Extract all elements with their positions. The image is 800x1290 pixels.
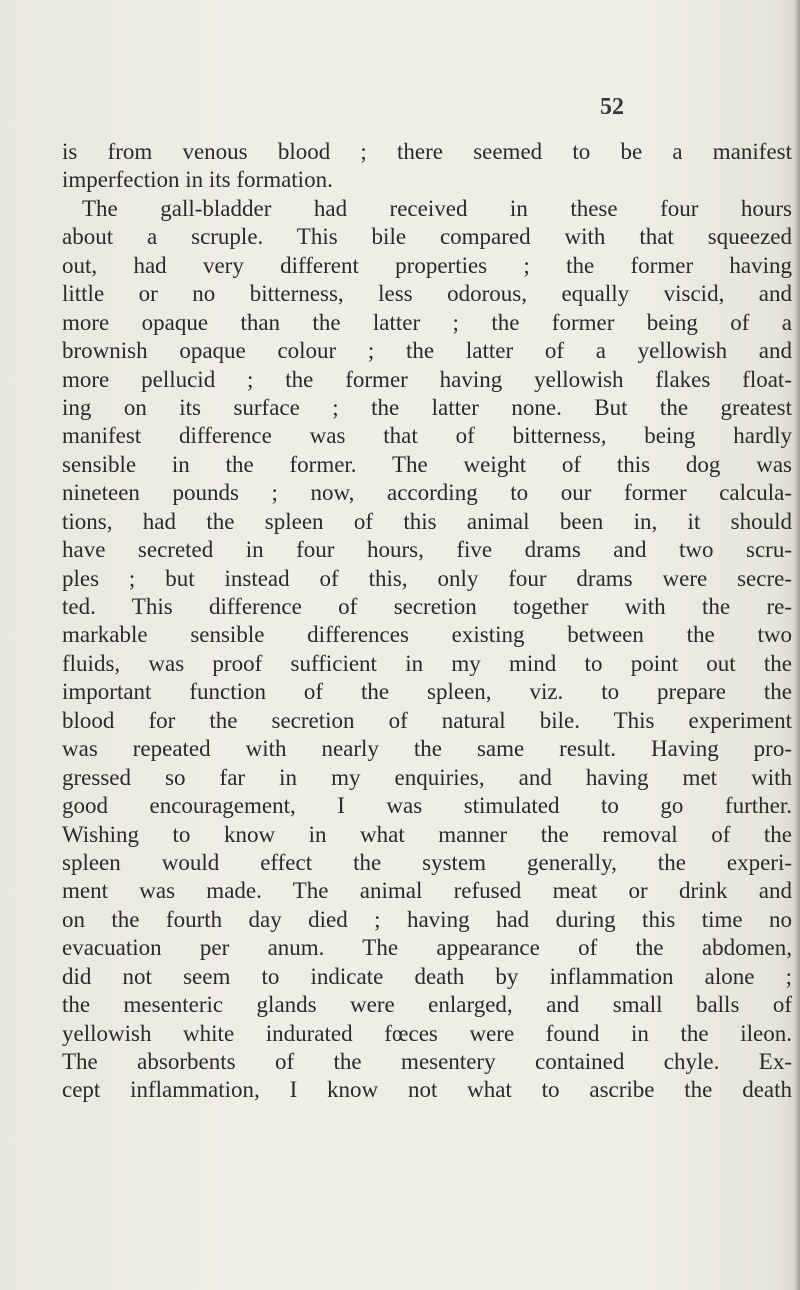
text-line: little or no bitterness, less odorous, equally viscid, and [62,281,792,307]
text-line: is from venous blood ; there seemed to be a manifest [62,139,792,164]
page-number: 52 [600,94,624,120]
text-line: evacuation per anum. The appearance of the abdomen, [62,935,792,961]
text-line: more pellucid ; the former having yellowish flakes float- [62,366,792,392]
text-line: manifest difference was that of bitterness, being hardly [62,423,792,449]
text-line: important function of the spleen, viz. to prepare the [62,679,792,705]
text-line: imperfection in its formation. [62,167,333,193]
text-line: yellowish white indurated fœces were found in the ileon. [62,1020,792,1046]
body-text [62,138,792,1105]
text-line: Wishing to know in what manner the removal of the [62,821,792,847]
text-line: gressed so far in my enquiries, and having met with [62,764,792,790]
text-line: out, had very different properties ; the former having [62,252,792,278]
text-line: on the fourth day died ; having had during this time no [62,906,792,932]
text-line: fluids, was proof sufficient in my mind to point out the [62,650,792,676]
text-line: brownish opaque colour ; the latter of a yellowish and [62,338,792,364]
text-line: was repeated with nearly the same result. Having pro- [62,736,792,762]
text-line: The gall-bladder had received in these four hours [82,195,792,221]
text-line: ted. This difference of secretion together with the re- [62,594,792,619]
text-line: the mesenteric glands were enlarged, and small balls of [62,992,792,1018]
text-line: spleen would effect the system generally, the experi- [62,849,792,875]
text-line: nineteen pounds ; now, according to our former calcula- [62,480,792,506]
page-edge-shadow [794,0,800,1290]
text-line: ment was made. The animal refused meat or drink and [62,878,792,904]
text-line: markable sensible differences existing between the two [62,622,792,648]
text-line: more opaque than the latter ; the former being of a [62,309,792,335]
text-line: ples ; but instead of this, only four drams were secre- [62,565,792,591]
text-line: cept inflammation, I know not what to ascribe the death [62,1077,792,1103]
text-line: blood for the secretion of natural bile. This experiment [62,707,792,733]
text-line: did not seem to indicate death by inflammation alone ; [62,963,792,989]
text-line: about a scruple. This bile compared with that squeezed [62,224,792,250]
text-line: ing on its surface ; the latter none. But the greatest [62,394,792,420]
text-line: sensible in the former. The weight of this dog was [62,451,792,477]
text-line: have secreted in four hours, five drams and two scru- [62,537,792,563]
text-line: tions, had the spleen of this animal been in, it should [62,508,792,534]
text-line: The absorbents of the mesentery contained chyle. Ex- [62,1049,792,1074]
text-line: good encouragement, I was stimulated to go further. [62,793,792,819]
